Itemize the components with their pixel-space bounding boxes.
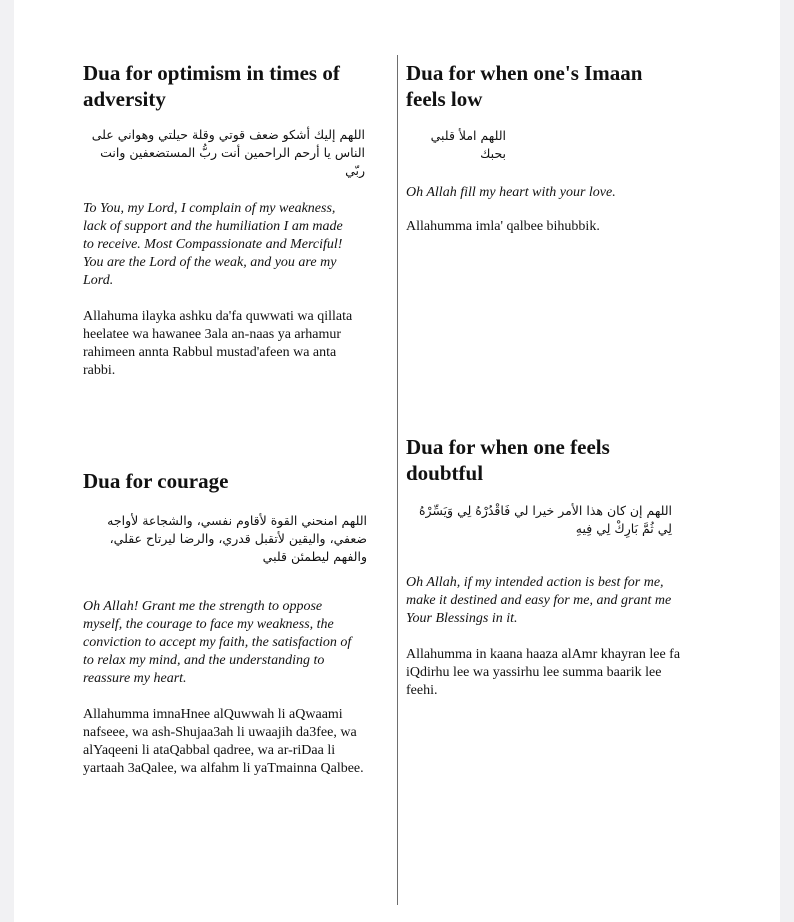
section-title-doubtful: Dua for when one feels doubtful	[406, 435, 610, 485]
transliteration-doubtful: Allahumma in kaana haaza alAmr khayran lee fa iQdirhu lee wa yassirhu lee summa baarik lee feehi.	[406, 647, 681, 698]
column-divider	[397, 55, 398, 905]
translation-courage: Oh Allah! Grant me the strength to oppose myself, the courage to face my weakness, the conviction to accept my faith, the satisfaction of to relax my mind, and the understanding to reassure my heart.	[83, 599, 352, 686]
translation-doubtful: Oh Allah, if my intended action is best for me, make it destined and easy for me, and grant me Your Blessings in it.	[406, 575, 672, 626]
arabic-imaan: اللهم املأ قلبي بحبك	[430, 128, 506, 161]
section-title-imaan: Dua for when one's Imaan feels low	[406, 61, 643, 111]
translation-optimism: To You, my Lord, I complain of my weakness, lack of support and the humiliation I am made to receive. Most Compassionate and Merciful! You are the Lord of the weak, and you are my Lord.	[83, 201, 343, 288]
arabic-doubtful: اللهم إن كان هذا الأمر خيرا لي فَاقْدُرْهُ لِي وَيَسِّرْهُ لِي ثُمَّ بَارِكْ لِي فِيهِ	[418, 503, 672, 536]
arabic-optimism: اللهم إليك أشكو ضعف قوتي وقلة حيلتي وهواني على الناس يا أرحم الراحمين أنت ربُّ المستضعفين وانت ربّي	[91, 127, 365, 178]
transliteration-imaan: Allahumma imla' qalbee bihubbik.	[406, 219, 600, 234]
translation-imaan: Oh Allah fill my heart with your love.	[406, 185, 616, 200]
transliteration-courage: Allahumma imnaHnee alQuwwah li aQwaami nafseee, wa ash-Shujaa3ah li uwaajih da3fee, wa alYaqeeni li ataQabbal qadree, wa ar-riDaa li yartaah 3aQalee, wa alfahm li yaTmainna Qalbee.	[83, 707, 364, 776]
section-title-optimism: Dua for optimism in times of adversity	[83, 61, 340, 111]
transliteration-optimism: Allahuma ilayka ashku da'fa quwwati wa qillata heelatee wa hawanee 3ala an-naas ya arhamur rahimeen annta Rabbul mustad'afeen wa anta rabbi.	[83, 309, 353, 378]
section-title-courage: Dua for courage	[83, 469, 229, 493]
arabic-courage: اللهم امنحني القوة لأقاوم نفسي، والشجاعة لأواجه ضعفي، واليقين لأتقبل قدري، والرضا ليرتاح عقلي، والفهم ليطمئن قلبي	[107, 513, 367, 564]
